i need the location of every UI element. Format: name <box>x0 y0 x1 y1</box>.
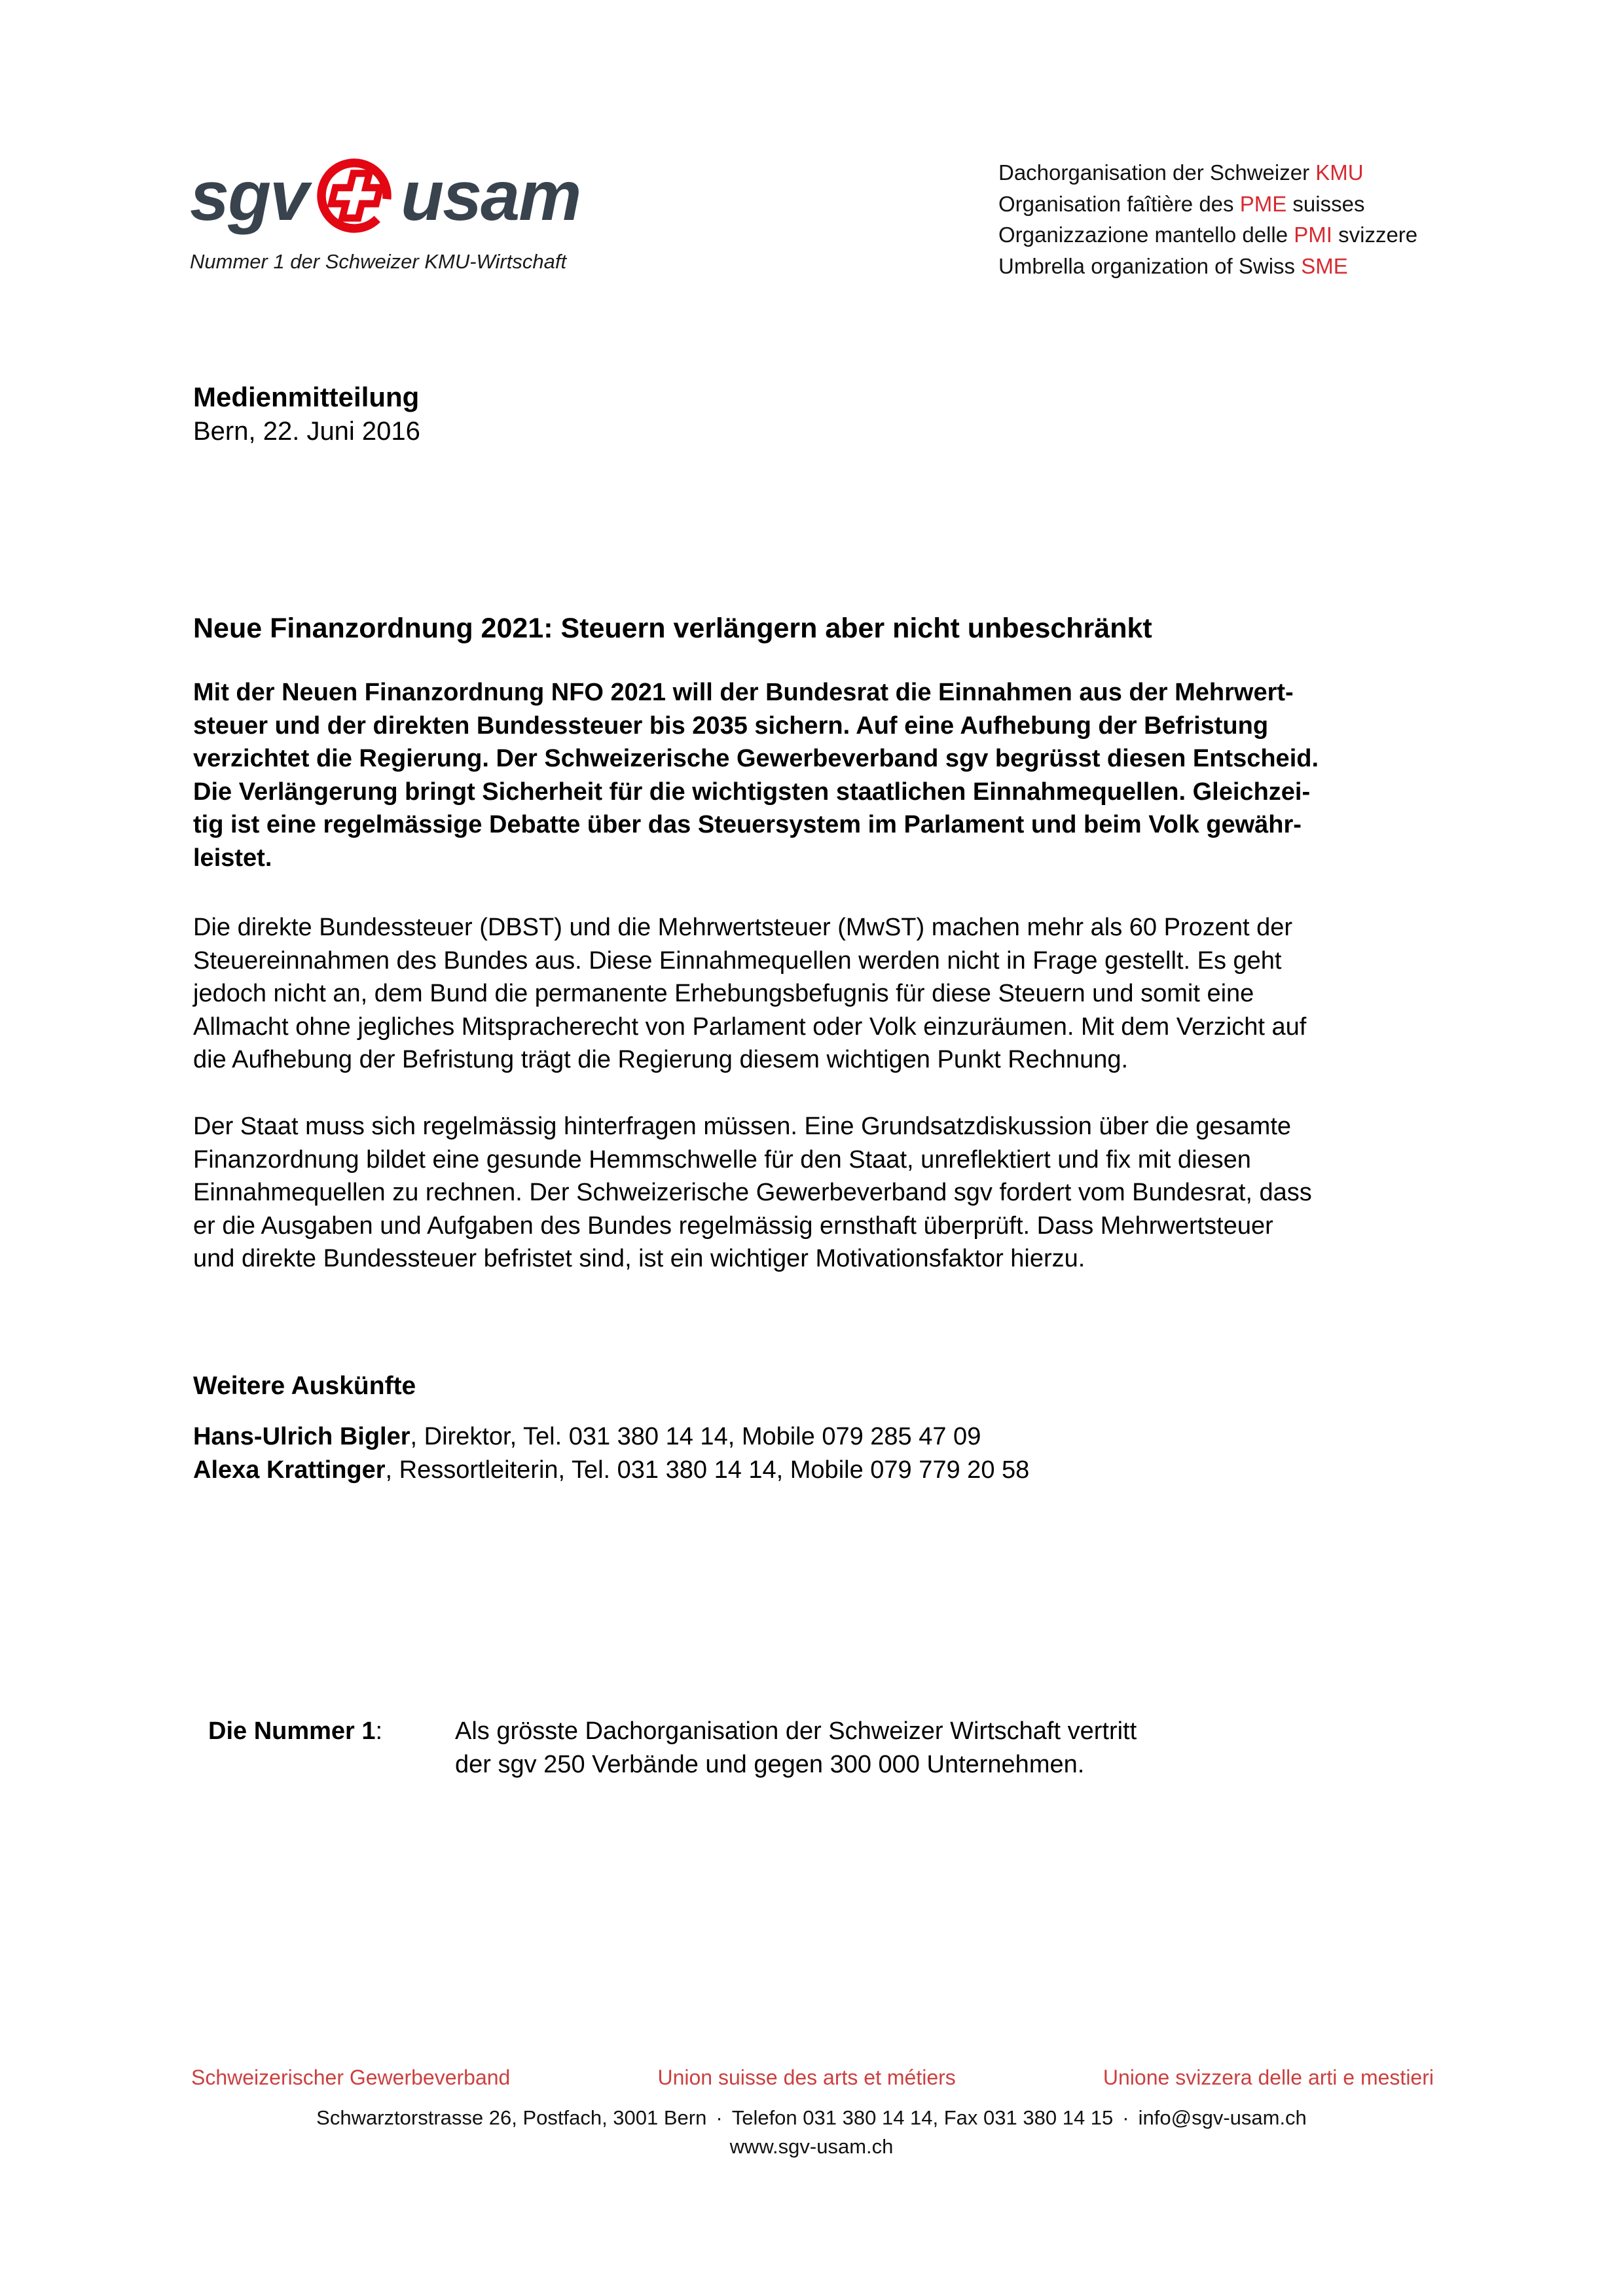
contact-name: Alexa Krattinger <box>193 1456 386 1484</box>
org-line-en-acronym: SME <box>1301 253 1348 278</box>
contacts-list <box>193 1420 1029 1486</box>
org-line-en <box>998 251 1417 282</box>
body-line: die Aufhebung der Befristung trägt die Regierung diesem wichtigen Punkt Rechnung. <box>193 1046 1129 1073</box>
org-line-it-suffix: svizzere <box>1332 223 1418 247</box>
footer-org-it: Unione svizzera delle arti e mestieri <box>1103 2066 1434 2089</box>
footer-contact-line <box>0 2106 1623 2130</box>
body-line: Der Staat muss sich regelmässig hinterfragen müssen. Eine Grundsatzdiskussion über die gesamte <box>193 1113 1292 1140</box>
org-line-fr-acronym: PME <box>1239 191 1287 216</box>
body-line: Die direkte Bundessteuer (DBST) und die Mehrwertsteuer (MwST) machen mehr als 60 Prozent der <box>193 914 1293 941</box>
logo-tagline: Nummer 1 der Schweizer KMU-Wirtschaft <box>190 250 567 273</box>
footer-org-fr: Union suisse des arts et métiers <box>657 2066 956 2089</box>
footer-separator: · <box>1122 2106 1129 2129</box>
org-line-fr-text: Organisation faîtière des <box>998 191 1240 216</box>
logo-text-usam: usam <box>401 156 581 235</box>
logo <box>190 156 580 274</box>
page-title: Neue Finanzordnung 2021: Steuern verlängern aber nicht unbeschränkt <box>193 613 1152 644</box>
footer-address: Schwarztorstrasse 26, Postfach, 3001 Bern <box>316 2106 707 2129</box>
footer-phone-fax: Telefon 031 380 14 14, Fax 031 380 14 15 <box>731 2106 1114 2129</box>
lead-line: tig ist eine regelmässige Debatte über das Steuersystem im Parlament und beim Volk gewähr- <box>193 811 1302 838</box>
org-line-it-acronym: PMI <box>1294 223 1332 247</box>
lead-line: steuer und der direkten Bundessteuer bis 2035 sichern. Auf eine Aufhebung der Befristung <box>193 711 1269 740</box>
lead-line: Die Verlängerung bringt Sicherheit für die wichtigsten staatlichen Einnahmequellen. Gleichzei- <box>193 778 1311 806</box>
org-line-de-text: Dachorganisation der Schweizer <box>998 160 1316 185</box>
contact-name: Hans-Ulrich Bigler <box>193 1423 410 1450</box>
lead-paragraph <box>193 676 1444 874</box>
body-paragraph-2 <box>193 1110 1444 1276</box>
body-paragraph-1 <box>193 911 1444 1077</box>
boilerplate-text <box>455 1715 1137 1781</box>
body-line: Steuereinnahmen des Bundes aus. Diese Einnahmequellen werden nicht in Frage gestellt. Es geht <box>193 946 1282 975</box>
contact-entry <box>193 1454 1029 1487</box>
contact-entry <box>193 1420 1029 1454</box>
logo-text-sgv: sgv <box>190 156 308 235</box>
footer-org-names <box>191 2066 1434 2090</box>
footer-separator: · <box>716 2106 723 2129</box>
boilerplate-note <box>208 1715 1137 1781</box>
logo-wordmark <box>190 156 580 236</box>
swiss-cross-logo-icon <box>314 156 394 236</box>
contacts-heading: Weitere Auskünfte <box>193 1372 416 1400</box>
contact-details: , Ressortleiterin, Tel. 031 380 14 14, Mobile 079 779 20 58 <box>385 1456 1030 1484</box>
dateline: Bern, 22. Juni 2016 <box>193 417 420 446</box>
org-line-it-text: Organizzazione mantello delle <box>998 223 1294 247</box>
lead-line: leistet. <box>193 844 272 872</box>
body-line: Allmacht ohne jegliches Mitspracherecht von Parlament oder Volk einzuräumen. Mit dem Verzicht auf <box>193 1013 1307 1041</box>
body-line: Finanzordnung bildet eine gesunde Hemmschwelle für den Staat, unreflektiert und fix mit diesen <box>193 1145 1251 1174</box>
org-line-fr <box>998 188 1417 220</box>
footer-org-de: Schweizerischer Gewerbeverband <box>191 2066 511 2089</box>
document-type-label: Medienmitteilung <box>193 382 420 412</box>
org-line-de <box>998 157 1417 188</box>
body-line: er die Ausgaben und Aufgaben des Bundes regelmässig ernsthaft überprüft. Dass Mehrwertsteuer <box>193 1211 1273 1240</box>
boilerplate-line: Als grösste Dachorganisation der Schweizer Wirtschaft vertritt <box>455 1717 1137 1745</box>
document-meta <box>193 380 420 448</box>
org-line-en-text: Umbrella organization of Swiss <box>998 253 1302 278</box>
org-line-de-acronym: KMU <box>1315 160 1364 185</box>
boilerplate-label <box>208 1715 455 1781</box>
lead-line: verzichtet die Regierung. Der Schweizerische Gewerbeverband sgv begrüsst diesen Entscheid. <box>193 745 1319 772</box>
contact-details: , Direktor, Tel. 031 380 14 14, Mobile 079 285 47 09 <box>410 1423 981 1450</box>
org-line-it <box>998 219 1417 251</box>
org-description-block <box>998 157 1417 281</box>
footer-website: www.sgv-usam.ch <box>729 2135 894 2158</box>
boilerplate-label-text: Die Nummer 1 <box>208 1717 376 1745</box>
body-line: und direkte Bundessteuer befristet sind, ist ein wichtiger Motivationsfaktor hierzu. <box>193 1245 1085 1272</box>
lead-line: Mit der Neuen Finanzordnung NFO 2021 will der Bundesrat die Einnahmen aus der Mehrwert- <box>193 679 1294 706</box>
footer-email: info@sgv-usam.ch <box>1138 2106 1307 2129</box>
org-line-fr-suffix: suisses <box>1286 191 1365 216</box>
boilerplate-label-colon: : <box>375 1717 383 1745</box>
body-line: Einnahmequellen zu rechnen. Der Schweizerische Gewerbeverband sgv fordert vom Bundesrat, dass <box>193 1179 1312 1206</box>
body-line: jedoch nicht an, dem Bund die permanente Erhebungsbefugnis für diese Steuern und somit eine <box>193 980 1254 1007</box>
boilerplate-line: der sgv 250 Verbände und gegen 300 000 Unternehmen. <box>455 1750 1085 1778</box>
